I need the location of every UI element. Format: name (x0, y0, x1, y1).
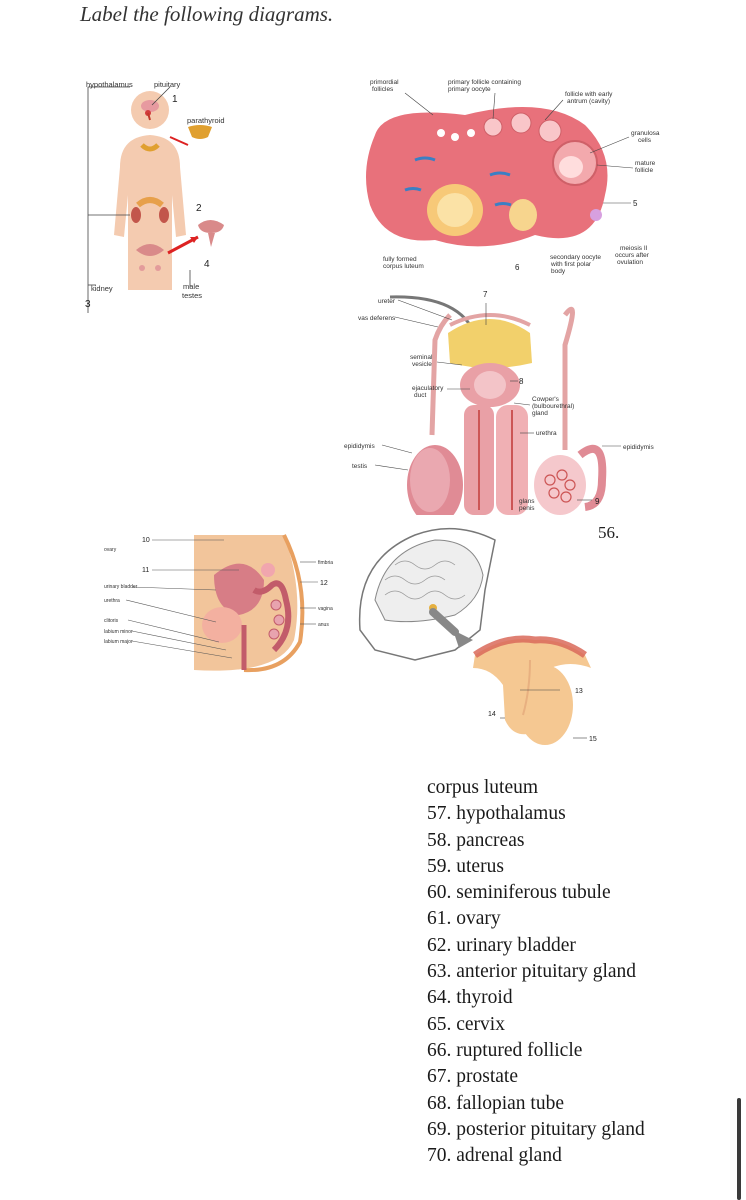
label-luteum-2: corpus luteum (383, 263, 424, 270)
label-testis: testis (352, 463, 368, 470)
answer-item: 60. seminiferous tubule (427, 882, 611, 904)
answer-item: 63. anterior pituitary gland (427, 961, 637, 983)
answer-item: 62. urinary bladder (427, 934, 576, 956)
label-meiosis-2: occurs after (615, 252, 649, 259)
bladder-shape (448, 319, 532, 368)
scrollbar[interactable] (737, 1098, 741, 1200)
label-seminal-1: seminal (410, 354, 433, 361)
label-parathyroid: parathyroid (187, 116, 225, 125)
label-mature-1: mature (635, 160, 656, 167)
label-primordial-1: primordial (370, 79, 399, 86)
label-mature-2: follicle (635, 167, 654, 174)
label-vas-deferens: vas deferens (358, 315, 396, 322)
answer-item: corpus luteum (427, 777, 539, 798)
answer-item: 70. adrenal gland (427, 1145, 562, 1167)
label-hypothalamus: hypothalamus (86, 80, 133, 89)
number-12: 12 (320, 580, 328, 587)
figure-number: 56. (598, 523, 620, 542)
number-13: 13 (575, 688, 583, 695)
label-kidney: kidney (91, 284, 113, 293)
label-primary-1: primary follicle containing (448, 79, 521, 86)
number-7: 7 (483, 290, 488, 299)
number-3: 3 (85, 299, 91, 310)
label-ureter: ureter (378, 298, 395, 305)
number-10: 10 (142, 537, 150, 544)
answer-item: 59. uterus (427, 855, 504, 877)
number-15: 15 (589, 736, 597, 743)
answer-item: 68. fallopian tube (427, 1092, 565, 1114)
label-luteum-1: fully formed (383, 256, 417, 263)
label-urinary-bladder: urinary bladder (104, 584, 138, 590)
label-secondary-3: body (551, 268, 566, 275)
answer-item: 66. ruptured follicle (427, 1039, 583, 1061)
label-granulosa-1: granulosa (631, 130, 660, 137)
label-ovary: ovary (104, 547, 117, 553)
number-6: 6 (515, 263, 520, 272)
label-secondary-2: with first polar (551, 261, 592, 268)
label-seminal-2: vesicle (412, 361, 432, 368)
label-ejac-2: duct (414, 392, 427, 399)
number-4: 4 (204, 259, 210, 270)
label-anus: anus (318, 622, 329, 628)
label-meiosis-3: ovulation (617, 259, 644, 266)
answer-list (427, 775, 645, 1169)
label-glans-1: glans (519, 498, 535, 505)
label-primordial-2: follicles (372, 86, 394, 93)
label-early-antrum-1: follicle with early (565, 91, 613, 98)
answer-item: 69. posterior pituitary gland (427, 1118, 645, 1140)
label-ejac-1: ejaculatory (412, 385, 444, 392)
number-11: 11 (142, 567, 150, 574)
number-5: 5 (633, 199, 638, 208)
label-secondary-1: secondary oocyte (550, 254, 601, 261)
endocrine-diagram (80, 75, 250, 320)
answer-item: 65. cervix (427, 1013, 505, 1035)
number-9: 9 (595, 497, 600, 506)
label-cowper-3: gland (532, 410, 548, 417)
label-labium-minor: labium minor (104, 629, 133, 635)
answer-item: 61. ovary (427, 908, 501, 930)
label-glans-2: penis (519, 505, 535, 512)
label-male-testes-1: male (183, 282, 200, 291)
label-granulosa-2: cells (638, 137, 652, 144)
number-14: 14 (488, 711, 496, 718)
label-epididymis-left: epididymis (344, 443, 375, 450)
label-male-testes-2: testes (182, 291, 203, 300)
answer-item: 58. pancreas (427, 829, 525, 851)
answer-item: 57. hypothalamus (427, 803, 566, 825)
label-urethra-female: urethra (104, 598, 120, 604)
label-urethra-male: urethra (536, 430, 557, 437)
label-clitoris: clitoris (104, 618, 119, 624)
number-1: 1 (172, 94, 178, 105)
label-meiosis-1: meiosis II (620, 245, 648, 252)
human-body-figure (114, 91, 186, 290)
label-epididymis-right: epididymis (623, 444, 654, 451)
answer-item: 67. prostate (427, 1066, 518, 1088)
label-early-antrum-2: antrum (cavity) (567, 98, 610, 105)
male-reproductive-diagram (340, 285, 670, 515)
female-reproductive-diagram (104, 530, 354, 675)
number-8: 8 (519, 377, 524, 386)
label-cowper-2: (bulbourethral) (532, 403, 575, 410)
label-labium-major: labium major (104, 639, 133, 645)
pituitary-diagram (355, 520, 645, 760)
label-cowper-1: Cowper's (532, 396, 559, 403)
label-pituitary: pituitary (154, 80, 181, 89)
label-primary-2: primary oocyte (448, 86, 491, 93)
label-fimbria: fimbria (318, 560, 334, 566)
ovary-diagram (345, 75, 660, 285)
number-2: 2 (196, 203, 202, 214)
worksheet-title: Label the following diagrams. (80, 2, 334, 26)
label-vagina: vagina (318, 606, 333, 612)
answer-item: 64. thyroid (427, 987, 513, 1009)
